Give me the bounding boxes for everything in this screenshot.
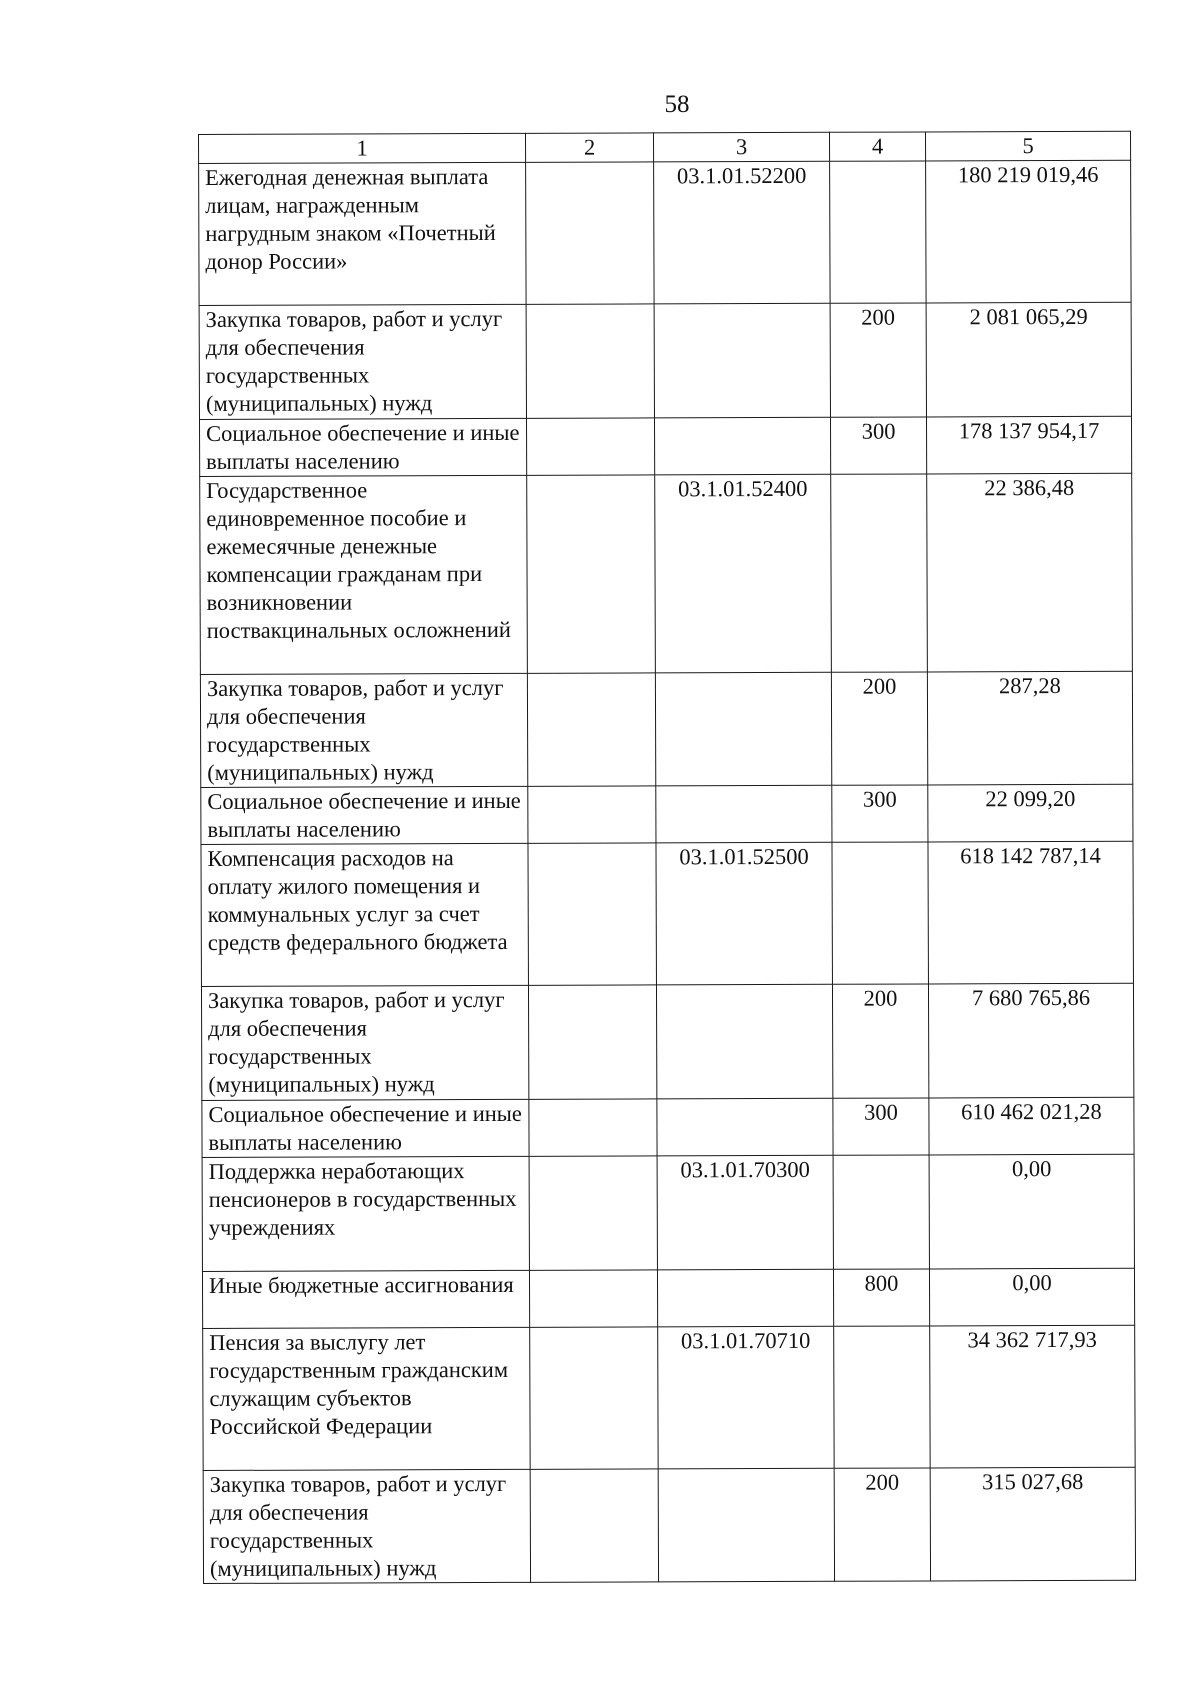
expense-type-cell (834, 1326, 930, 1468)
expense-name-cell: Ежегодная денежная выплата лицам, награжденным нагрудным знаком «Почетный донор России» (199, 162, 526, 305)
expense-name-cell: Пенсия за выслугу лет государственным гражданским служащим субъектов Российской Федерации (203, 1327, 530, 1470)
column-2-cell (526, 418, 654, 475)
target-code-cell: 03.1.01.52200 (654, 161, 830, 304)
expense-name-cell: Поддержка неработающих пенсионеров в государственных учреждениях (202, 1156, 529, 1271)
table-row (201, 841, 1133, 986)
target-code-cell: 03.1.01.52500 (656, 842, 832, 985)
expense-type-cell: 200 (831, 672, 927, 785)
column-header: 1 (199, 133, 526, 163)
expense-name-cell: Закупка товаров, работ и услуг для обеспечения государственных (муниципальных) нужд (201, 985, 528, 1100)
table-row (203, 1467, 1135, 1583)
column-2-cell (528, 985, 656, 1099)
amount-cell: 0,00 (929, 1268, 1134, 1326)
column-2-cell (529, 1156, 657, 1270)
table-row (201, 983, 1133, 1100)
column-2-cell (528, 843, 656, 985)
table-row (202, 1154, 1134, 1271)
amount-cell: 22 099,20 (928, 784, 1133, 842)
target-code-cell (657, 1269, 833, 1327)
budget-table (198, 131, 1136, 1584)
expense-name-cell: Иные бюджетные ассигнования (202, 1270, 529, 1328)
table-row (200, 473, 1133, 674)
amount-cell: 180 219 019,46 (926, 160, 1131, 303)
expense-name-cell: Закупка товаров, работ и услуг для обеспечения государственных (муниципальных) нужд (200, 673, 527, 787)
column-2-cell (527, 475, 656, 673)
table-row (200, 671, 1132, 787)
amount-cell: 2 081 065,29 (926, 302, 1131, 417)
table-row (199, 302, 1131, 419)
column-2-cell (530, 1469, 658, 1582)
expense-type-cell (833, 1155, 929, 1269)
column-2-cell (526, 304, 654, 418)
target-code-cell: 03.1.01.52400 (655, 474, 832, 673)
table-row (199, 416, 1131, 476)
amount-cell: 178 137 954,17 (926, 416, 1131, 474)
amount-cell: 610 462 021,28 (929, 1097, 1134, 1155)
target-code-cell (658, 1468, 834, 1582)
column-2-cell (527, 673, 655, 786)
column-header: 5 (925, 131, 1130, 161)
column-2-cell (529, 1270, 657, 1327)
expense-type-cell: 200 (834, 1468, 930, 1581)
expense-type-cell: 800 (833, 1269, 929, 1326)
column-2-cell (528, 786, 656, 843)
amount-cell: 287,28 (927, 671, 1132, 785)
expense-type-cell (832, 842, 928, 984)
expense-type-cell: 200 (830, 303, 926, 417)
expense-name-cell: Государственное единовременное пособие и ежемесячные денежные компенсации гражданам при возникновении поствакцинальных осложнений (200, 475, 528, 674)
table-row (202, 1097, 1134, 1157)
target-code-cell: 03.1.01.70300 (657, 1155, 833, 1270)
amount-cell: 7 680 765,86 (928, 983, 1133, 1098)
target-code-cell (654, 417, 830, 475)
expense-type-cell: 300 (830, 417, 926, 474)
target-code-cell (654, 303, 830, 418)
column-2-cell (526, 162, 654, 304)
expense-type-cell: 200 (832, 984, 928, 1098)
table-row (201, 784, 1133, 844)
column-header: 4 (829, 132, 925, 161)
target-code-cell (655, 672, 831, 786)
expense-name-cell: Социальное обеспечение и иные выплаты населению (202, 1099, 529, 1157)
column-header: 3 (653, 132, 829, 162)
amount-cell: 34 362 717,93 (930, 1325, 1135, 1468)
expense-name-cell: Компенсация расходов на оплату жилого помещения и коммунальных услуг за счет средств федерального бюджета (201, 843, 528, 986)
amount-cell: 0,00 (929, 1154, 1134, 1269)
target-code-cell (656, 984, 832, 1099)
table-row (202, 1268, 1134, 1328)
target-code-cell (657, 1098, 833, 1156)
amount-cell: 618 142 787,14 (928, 841, 1133, 984)
page-number: 58 (664, 91, 690, 118)
table-row (199, 160, 1131, 305)
expense-name-cell: Закупка товаров, работ и услуг для обеспечения государственных (муниципальных) нужд (203, 1469, 530, 1583)
amount-cell: 22 386,48 (927, 473, 1133, 672)
expense-type-cell (831, 474, 928, 672)
table-header-row (199, 131, 1131, 163)
amount-cell: 315 027,68 (930, 1467, 1135, 1581)
target-code-cell (656, 785, 832, 843)
expense-type-cell: 300 (833, 1098, 929, 1155)
expense-name-cell: Закупка товаров, работ и услуг для обеспечения государственных (муниципальных) нужд (199, 304, 526, 419)
expense-name-cell: Социальное обеспечение и иные выплаты населению (199, 418, 526, 476)
column-2-cell (529, 1099, 657, 1156)
expense-name-cell: Социальное обеспечение и иные выплаты населению (201, 786, 528, 844)
target-code-cell: 03.1.01.70710 (658, 1326, 834, 1469)
table-row (203, 1325, 1135, 1470)
expense-type-cell: 300 (832, 785, 928, 842)
column-2-cell (530, 1327, 658, 1469)
expense-type-cell (830, 161, 926, 303)
column-header: 2 (525, 133, 653, 162)
